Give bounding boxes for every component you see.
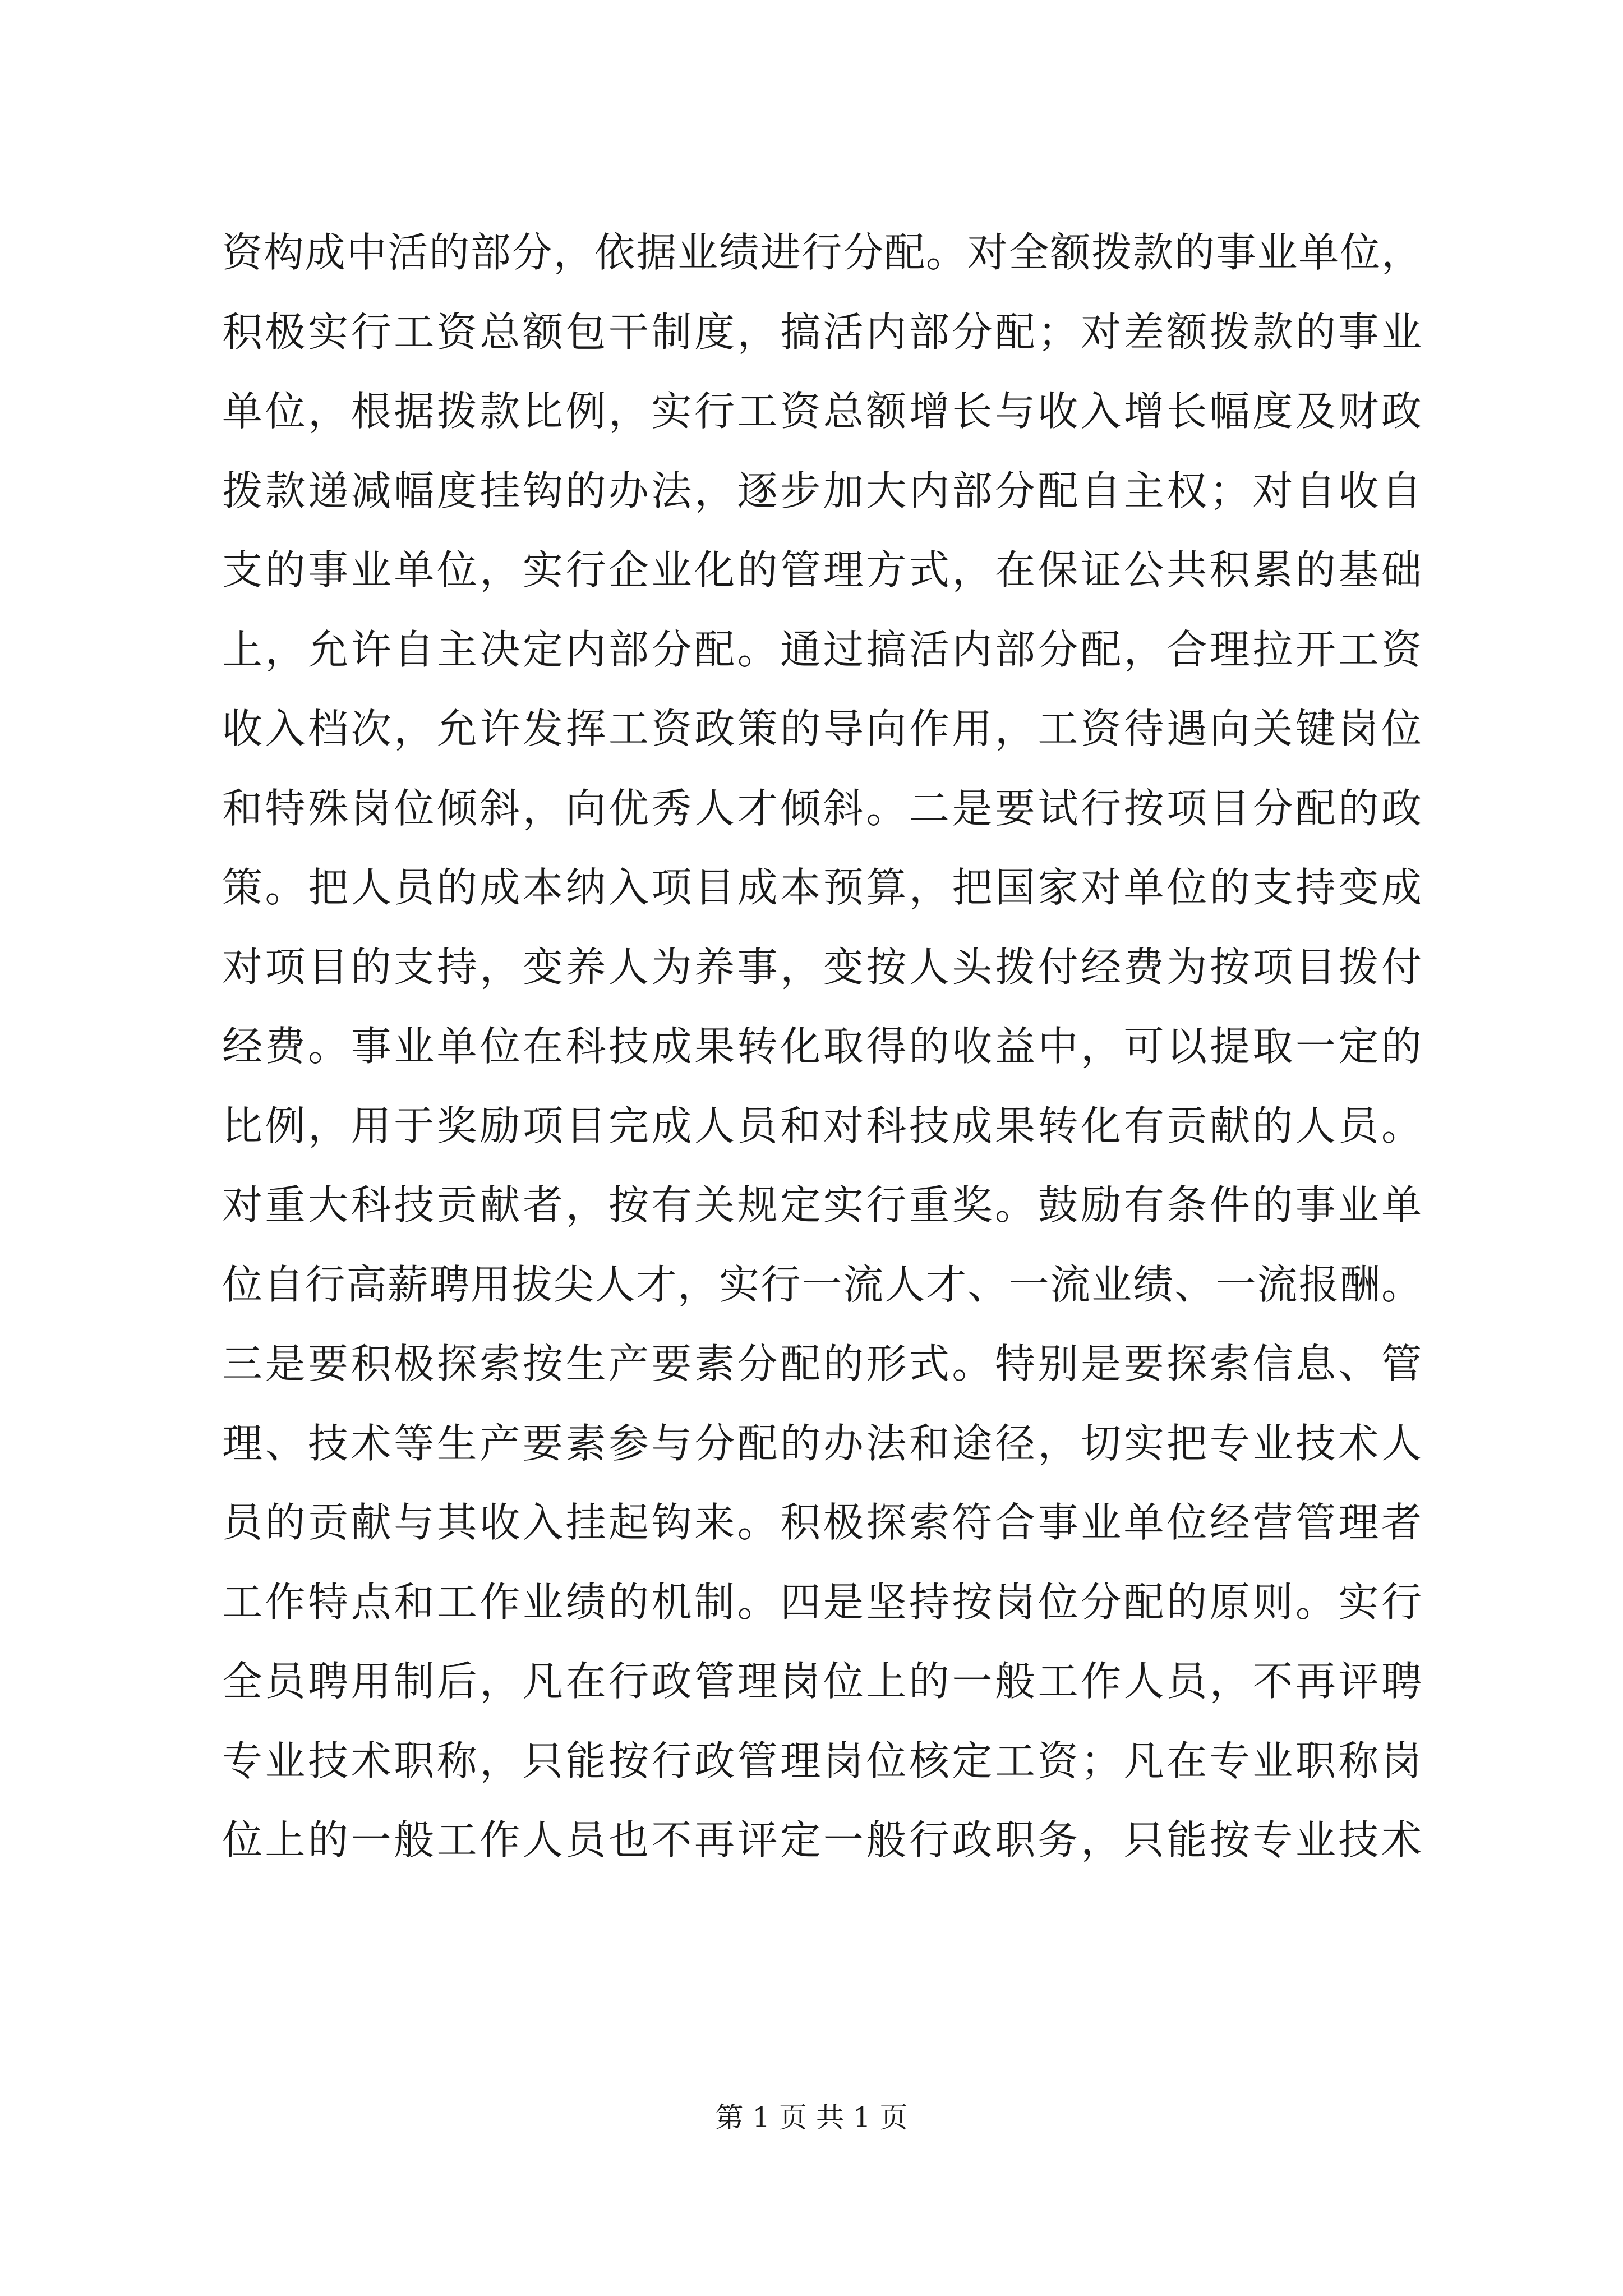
text-line: 对项目的支持，变养人为养事，变按人头拨付经费为按项目拨付 bbox=[222, 943, 1422, 991]
text-line: 支的事业单位，实行企业化的管理方式，在保证公共积累的基础 bbox=[222, 546, 1422, 593]
page-footer: 第 1 页 共 1 页 bbox=[715, 2101, 908, 2134]
text-line: 对重大科技贡献者，按有关规定实行重奖。鼓励有条件的事业单 bbox=[222, 1181, 1422, 1228]
text-line: 专业技术职称，只能按行政管理岗位核定工资；凡在专业职称岗 bbox=[222, 1737, 1422, 1784]
text-line: 策。把人员的成本纳入项目成本预算，把国家对单位的支持变成 bbox=[222, 864, 1422, 911]
text-line: 工作特点和工作业绩的机制。四是坚持按岗位分配的原则。实行 bbox=[222, 1578, 1422, 1626]
text-line: 单位，根据拨款比例，实行工资总额增长与收入增长幅度及财政 bbox=[222, 388, 1422, 435]
text-line: 三是要积极探索按生产要素分配的形式。特别是要探索信息、管 bbox=[222, 1340, 1422, 1387]
text-line: 拨款递减幅度挂钩的办法，逐步加大内部分配自主权；对自收自 bbox=[222, 467, 1422, 514]
text-line: 经费。事业单位在科技成果转化取得的收益中，可以提取一定的 bbox=[222, 1023, 1422, 1070]
text-line: 资构成中活的部分，依据业绩进行分配。对全额拨款的事业单位， bbox=[222, 229, 1422, 276]
body-text bbox=[222, 213, 1422, 1880]
text-line: 积极实行工资总额包干制度，搞活内部分配；对差额拨款的事业 bbox=[222, 308, 1422, 356]
text-line: 位自行高薪聘用拔尖人才，实行一流人才、一流业绩、一流报酬。 bbox=[222, 1260, 1422, 1308]
text-line: 收入档次，允许发挥工资政策的导向作用，工资待遇向关键岗位 bbox=[222, 705, 1422, 752]
text-line: 理、技术等生产要素参与分配的办法和途径，切实把专业技术人 bbox=[222, 1419, 1422, 1467]
text-line: 全员聘用制后，凡在行政管理岗位上的一般工作人员，不再评聘 bbox=[222, 1658, 1422, 1705]
text-line: 上，允许自主决定内部分配。通过搞活内部分配，合理拉开工资 bbox=[222, 625, 1422, 673]
text-line: 员的贡献与其收入挂起钩来。积极探索符合事业单位经营管理者 bbox=[222, 1499, 1422, 1546]
text-line: 位上的一般工作人员也不再评定一般行政职务，只能按专业技术 bbox=[222, 1816, 1422, 1864]
text-line: 比例，用于奖励项目完成人员和对科技成果转化有贡献的人员。 bbox=[222, 1102, 1422, 1149]
text-line: 和特殊岗位倾斜，向优秀人才倾斜。二是要试行按项目分配的政 bbox=[222, 784, 1422, 832]
